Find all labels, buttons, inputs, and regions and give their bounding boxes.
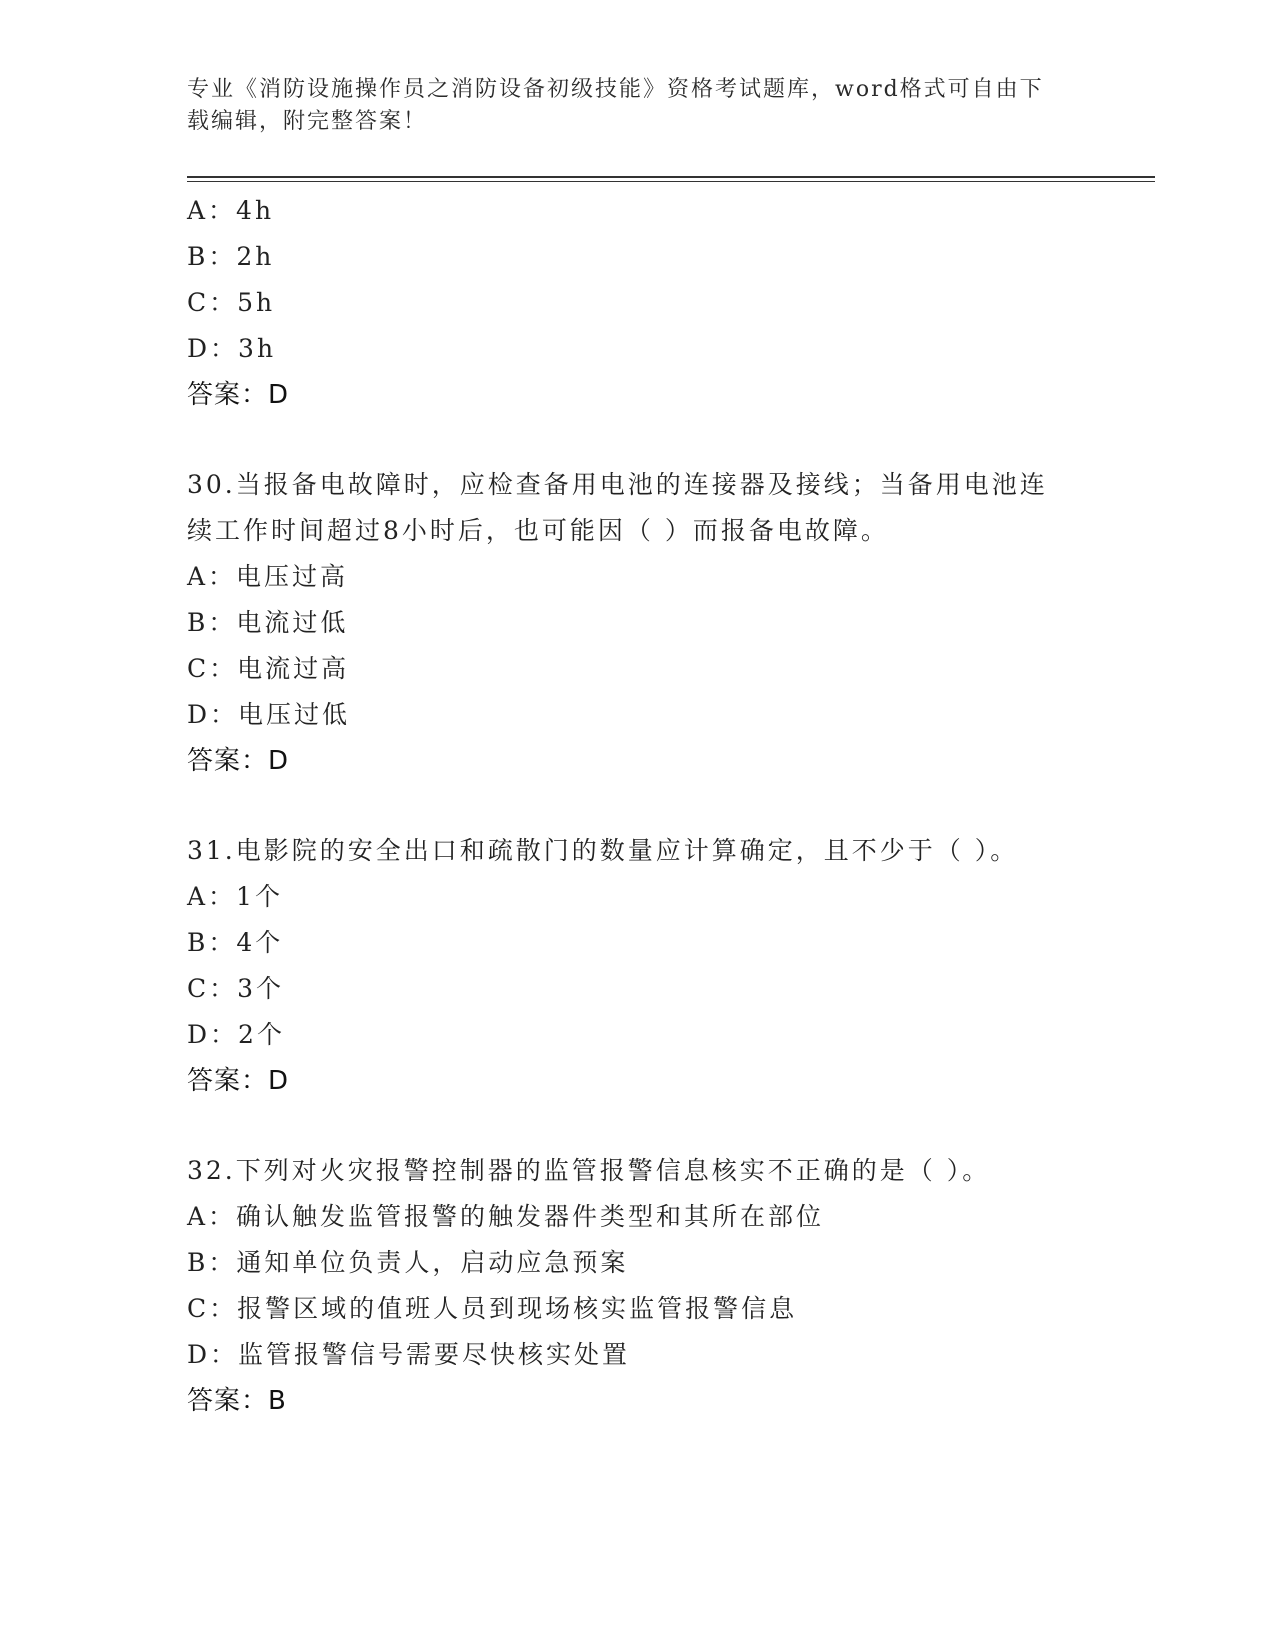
- option-c: C：报警区域的值班人员到现场核实监管报警信息: [187, 1294, 798, 1323]
- spacer: [187, 1104, 1087, 1148]
- option-d: D：3h: [187, 334, 277, 363]
- spacer: [187, 418, 1087, 462]
- answer-line: 答案：D: [187, 380, 290, 410]
- option-c: C：3个: [187, 974, 285, 1003]
- question-block-32: [187, 1148, 1087, 1424]
- question-stem-line: 30.当报备电故障时，应检查备用电池的连接器及接线；当备用电池连: [187, 470, 1048, 499]
- option-d: D：电压过低: [187, 700, 351, 729]
- option-b: B：电流过低: [187, 608, 349, 637]
- document-body: [187, 188, 1087, 1424]
- spacer: [187, 784, 1087, 828]
- question-block-31: [187, 828, 1087, 1104]
- question-block-30: [187, 462, 1087, 784]
- option-a: A：确认触发监管报警的触发器件类型和其所在部位: [187, 1202, 825, 1231]
- option-c: C：5h: [187, 288, 276, 317]
- answer-line: 答案：D: [187, 1066, 290, 1096]
- option-a: A：电压过高: [187, 562, 349, 591]
- answer-line: 答案：D: [187, 746, 290, 776]
- header-line-1: 专业《消防设施操作员之消防设备初级技能》资格考试题库，word格式可自由下: [187, 77, 1044, 102]
- option-d: D：2个: [187, 1020, 285, 1049]
- answer-line: 答案：B: [187, 1386, 287, 1416]
- option-b: B：2h: [187, 242, 275, 271]
- question-block-prev: [187, 188, 1087, 418]
- header-divider-thick: [187, 176, 1155, 178]
- option-b: B：4个: [187, 928, 284, 957]
- option-d: D：监管报警信号需要尽快核实处置: [187, 1340, 631, 1369]
- option-a: A：4h: [187, 196, 275, 225]
- question-stem-line: 32.下列对火灾报警控制器的监管报警信息核实不正确的是（ ）。: [187, 1156, 991, 1185]
- document-header: [187, 74, 1087, 138]
- option-a: A：1个: [187, 882, 283, 911]
- header-divider-thin: [187, 181, 1155, 182]
- question-stem-line: 续工作时间超过8小时后，也可能因（ ）而报备电故障。: [187, 516, 889, 545]
- header-line-2: 载编辑，附完整答案！: [187, 109, 428, 134]
- option-b: B：通知单位负责人，启动应急预案: [187, 1248, 629, 1277]
- option-c: C：电流过高: [187, 654, 350, 683]
- question-stem-line: 31.电影院的安全出口和疏散门的数量应计算确定，且不少于（ ）。: [187, 836, 1019, 865]
